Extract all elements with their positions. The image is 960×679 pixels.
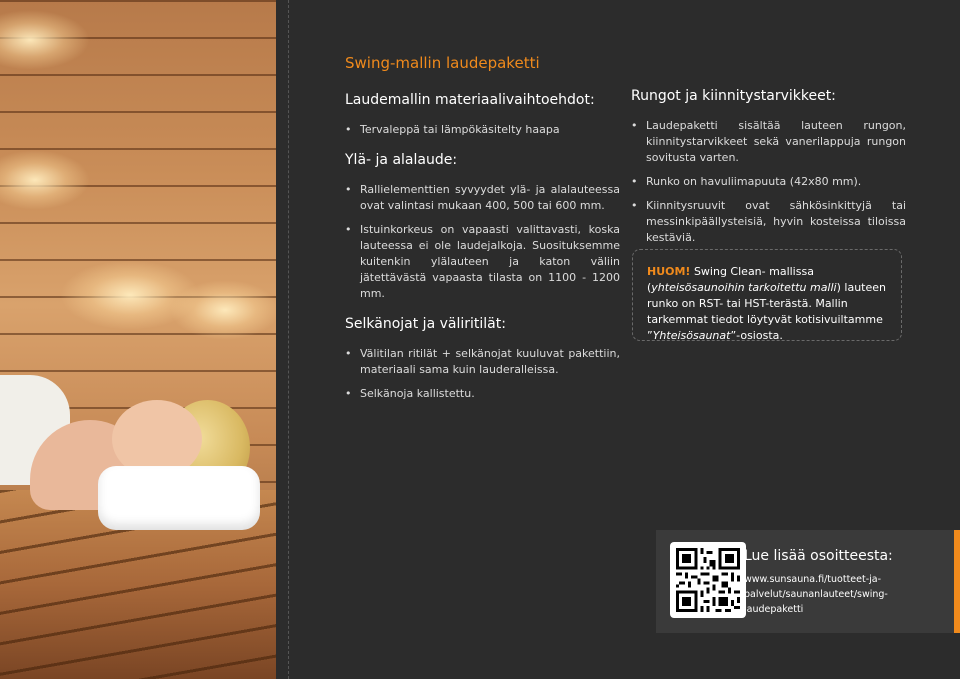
website-link[interactable]: www.sunsauna.fi/tuotteet-ja-palvelut/saunanlauteet/swing-laudepaketti: [744, 574, 888, 615]
note-box: [632, 249, 902, 341]
note-emphasis: yhteisösaunoihin tarkoitettu malli: [651, 281, 837, 294]
light-glow: [0, 10, 90, 70]
list-item: • Kiinnitysruuvit ovat sähkösinkittyjä tai messinkipäällysteisiä, hyvin kosteissa tiloissa kestäviä.: [631, 198, 906, 246]
list-item: • Selkänoja kallistettu.: [345, 386, 620, 402]
right-column: [631, 88, 906, 254]
note-text: ”-osiosta.: [730, 329, 783, 342]
note-text: Swing Clean- mallissa (: [647, 265, 814, 294]
materials-heading: Laudemallin materiaalivaihtoehdot:: [345, 92, 595, 108]
frames-list: [631, 118, 906, 246]
note-emphasis: Yhteisösaunat: [652, 329, 731, 342]
list-item: • Tervaleppä tai lämpökäsitelty haapa: [345, 122, 620, 138]
qr-code-icon[interactable]: [670, 542, 746, 618]
benches-heading: Ylä- ja alalaude:: [345, 152, 458, 168]
list-item: • Rallielementtien syvyydet ylä- ja alalauteessa ovat valintasi mukaan 400, 500 tai 600 mm.: [345, 182, 620, 214]
divider-line: [288, 0, 289, 679]
sauna-photo: [0, 0, 276, 679]
list-item: • Istuinkorkeus on vapaasti valittavasti, koska lauteessa ei ole laudejalkoja. Suosituksemme kuitenkin ylälauteen ja katon väliin jätettävästä vapaasta tilasta on 1100 - 1200 mm.: [345, 222, 620, 302]
read-more-panel: [656, 530, 960, 633]
read-more-title: Lue lisää osoitteesta:: [744, 548, 893, 564]
list-item: • Laudepaketti sisältää lauteen rungon, kiinnitystarvikkeet sekä vanerilappuja rungon sovitusta varten.: [631, 118, 906, 166]
materials-list: [345, 122, 620, 138]
backrests-heading: Selkänojat ja väliritilät:: [345, 316, 506, 332]
page-title: Swing-mallin laudepaketti: [345, 54, 540, 72]
note-text: ) lauteen runko on RST- tai HST-terästä. Mallin tarkemmat tiedot löytyvät kotisivuiltamme ”: [647, 281, 886, 342]
light-glow: [0, 150, 90, 210]
benches-list: [345, 182, 620, 302]
frames-heading: Rungot ja kiinnitystarvikkeet:: [631, 88, 836, 104]
backrests-list: [345, 346, 620, 402]
left-column: [345, 54, 620, 410]
towel-pillow: [98, 466, 260, 530]
light-glow: [170, 280, 276, 340]
list-item: • Välitilan ritilät + selkänojat kuuluvat pakettiin, materiaali sama kuin lauderalleissa.: [345, 346, 620, 378]
accent-bar: [954, 530, 960, 633]
list-item: • Runko on havuliimapuuta (42x80 mm).: [631, 174, 906, 190]
note-label: HUOM!: [647, 265, 691, 278]
